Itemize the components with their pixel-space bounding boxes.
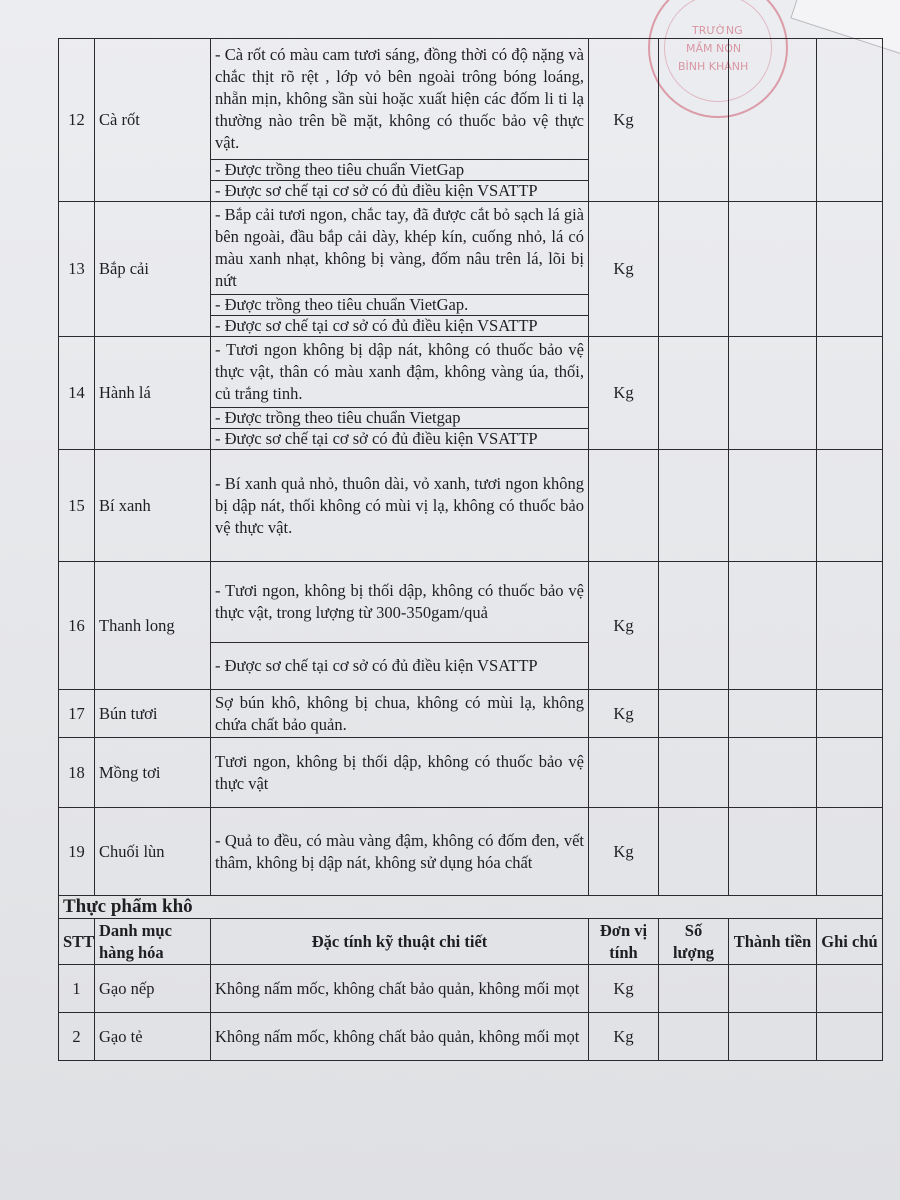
amount-cell (729, 738, 817, 808)
qty-cell (659, 450, 729, 562)
row-number: 15 (59, 450, 95, 562)
table-row (59, 450, 883, 562)
item-unit: Kg (589, 39, 659, 202)
amount-cell (729, 202, 817, 337)
note-cell (817, 690, 883, 738)
seal-line: MẦM NON (686, 42, 742, 55)
amount-cell (729, 450, 817, 562)
item-name: Thanh long (95, 562, 211, 690)
amount-cell (729, 39, 817, 202)
item-spec: - Được trồng theo tiêu chuẩn Vietgap (211, 408, 589, 429)
amount-cell (729, 808, 817, 896)
note-cell (817, 39, 883, 202)
table-header-row (59, 919, 883, 965)
table-row (59, 690, 883, 738)
amount-cell (729, 690, 817, 738)
item-spec: - Được sơ chế tại cơ sở có đủ điều kiện VSATTP (211, 643, 589, 690)
header-qty: Số lượng (659, 919, 729, 965)
table-row (59, 808, 883, 896)
section-row (59, 896, 883, 919)
item-name: Gạo nếp (95, 965, 211, 1013)
header-note: Ghi chú (817, 919, 883, 965)
item-name: Bí xanh (95, 450, 211, 562)
item-spec: - Được sơ chế tại cơ sở có đủ điều kiện VSATTP (211, 316, 589, 337)
item-unit: Kg (589, 965, 659, 1013)
table-row (59, 39, 883, 160)
item-spec: - Bắp cải tươi ngon, chắc tay, đã được cắt bỏ sạch lá già bên ngoài, đầu bắp cải dày, khép kín, cuống nhỏ, lá có màu xanh nhạt, không bị vàng, đốm nâu trên lá, lõi bị nứt (211, 202, 589, 295)
item-spec: - Được sơ chế tại cơ sở có đủ điều kiện VSATTP (211, 181, 589, 202)
table-row (59, 1013, 883, 1061)
item-unit: Kg (589, 202, 659, 337)
note-cell (817, 1013, 883, 1061)
row-number: 2 (59, 1013, 95, 1061)
qty-cell (659, 337, 729, 450)
row-number: 16 (59, 562, 95, 690)
item-spec: - Được trồng theo tiêu chuẩn VietGap. (211, 295, 589, 316)
header-amount: Thành tiền (729, 919, 817, 965)
item-spec: Sợ bún khô, không bị chua, không có mùi lạ, không chứa chất bảo quản. (211, 690, 589, 738)
item-name: Hành lá (95, 337, 211, 450)
row-number: 12 (59, 39, 95, 202)
item-spec: - Bí xanh quả nhỏ, thuôn dài, vỏ xanh, tươi ngon không bị dập nát, thối không có mùi vị lạ, không có thuốc bảo vệ thực vật. (211, 450, 589, 562)
row-number: 1 (59, 965, 95, 1013)
item-unit: Kg (589, 1013, 659, 1061)
qty-cell (659, 562, 729, 690)
table-row (59, 337, 883, 408)
note-cell (817, 562, 883, 690)
qty-cell (659, 202, 729, 337)
row-number: 13 (59, 202, 95, 337)
item-unit: Kg (589, 337, 659, 450)
table-row (59, 965, 883, 1013)
item-spec: - Quả to đều, có màu vàng đậm, không có đốm đen, vết thâm, không bị dập nát, không sử dụng hóa chất (211, 808, 589, 896)
qty-cell (659, 39, 729, 202)
amount-cell (729, 1013, 817, 1061)
header-stt: STT (59, 919, 95, 965)
item-spec: - Được trồng theo tiêu chuẩn VietGap (211, 160, 589, 181)
note-cell (817, 202, 883, 337)
row-number: 14 (59, 337, 95, 450)
item-spec: - Được sơ chế tại cơ sở có đủ điều kiện VSATTP (211, 429, 589, 450)
header-item-name: Danh mục hàng hóa (95, 919, 211, 965)
item-name: Gạo tẻ (95, 1013, 211, 1061)
row-number: 17 (59, 690, 95, 738)
qty-cell (659, 690, 729, 738)
item-unit: Kg (589, 808, 659, 896)
table-row (59, 562, 883, 643)
qty-cell (659, 808, 729, 896)
item-spec: - Tươi ngon, không bị thối dập, không có thuốc bảo vệ thực vật, trong lượng từ 300-350gam/quả (211, 562, 589, 643)
note-cell (817, 337, 883, 450)
item-spec: - Tươi ngon không bị dập nát, không có thuốc bảo vệ thực vật, thân có màu xanh đậm, không vàng úa, thối, củ trắng tinh. (211, 337, 589, 408)
seal-line: TRƯỜNG (692, 24, 743, 37)
item-unit: Kg (589, 690, 659, 738)
note-cell (817, 738, 883, 808)
qty-cell (659, 1013, 729, 1061)
amount-cell (729, 562, 817, 690)
qty-cell (659, 965, 729, 1013)
qty-cell (659, 738, 729, 808)
item-spec: Không nấm mốc, không chất bảo quản, không mối mọt (211, 1013, 589, 1061)
note-cell (817, 965, 883, 1013)
row-number: 18 (59, 738, 95, 808)
table-row (59, 202, 883, 295)
item-name: Bắp cải (95, 202, 211, 337)
item-unit (589, 450, 659, 562)
note-cell (817, 450, 883, 562)
item-spec: - Cà rốt có màu cam tươi sáng, đồng thời có độ nặng và chắc thịt rõ rệt , lớp vỏ bên ngoài trông bóng loáng, nhẵn mịn, không sần sùi hoặc xuất hiện các đốm li ti lạ thường nào trên bề mặt, không có thuốc bảo vệ thực vật. (211, 39, 589, 160)
amount-cell (729, 337, 817, 450)
section-title: Thực phẩm khô (59, 896, 883, 919)
item-unit (589, 738, 659, 808)
goods-spec-table (58, 38, 883, 1061)
note-cell (817, 808, 883, 896)
item-unit: Kg (589, 562, 659, 690)
item-name: Chuối lùn (95, 808, 211, 896)
amount-cell (729, 965, 817, 1013)
table-row (59, 738, 883, 808)
item-spec: Không nấm mốc, không chất bảo quản, không mối mọt (211, 965, 589, 1013)
row-number: 19 (59, 808, 95, 896)
item-name: Bún tươi (95, 690, 211, 738)
item-name: Mồng tơi (95, 738, 211, 808)
header-unit: Đơn vị tính (589, 919, 659, 965)
item-spec: Tươi ngon, không bị thối dập, không có thuốc bảo vệ thực vật (211, 738, 589, 808)
seal-line: BÌNH KHÁNH (678, 60, 749, 73)
item-name: Cà rốt (95, 39, 211, 202)
header-spec: Đặc tính kỹ thuật chi tiết (211, 919, 589, 965)
